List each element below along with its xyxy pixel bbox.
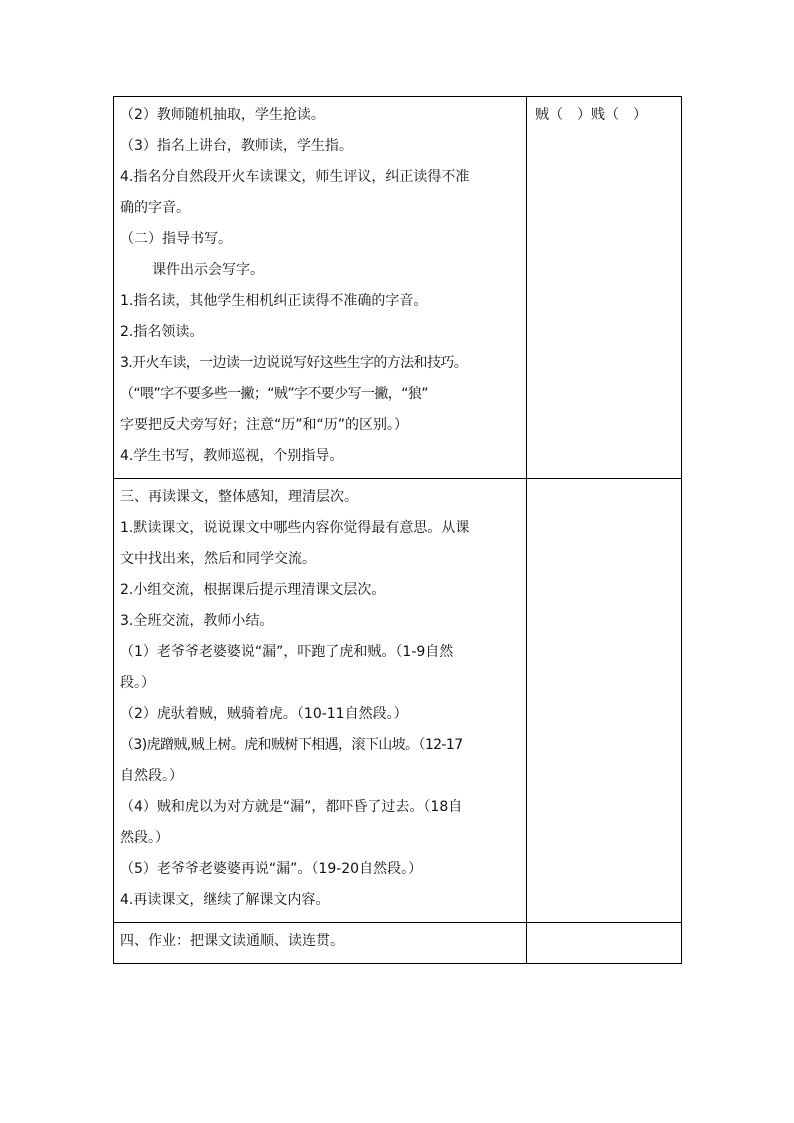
lesson-plan-table	[113, 96, 682, 964]
text-line: （2）虎驮着贼，贼骑着虎。（10-11自然段。）	[120, 706, 408, 722]
text-line: 2.指名领读。	[120, 324, 204, 340]
section-heading: 四、作业：把课文读通顺、读连贯。	[120, 933, 344, 949]
table-row	[114, 479, 682, 923]
text-line: （5）老爷爷老婆婆再说“漏”。（19-20自然段。）	[120, 861, 423, 877]
section-heading: 三、再读课文，整体感知，理清层次。	[120, 489, 358, 505]
text-line: 课件出示会写字。	[152, 262, 264, 278]
text-line: 确的字音。	[120, 200, 190, 216]
table-row	[114, 923, 682, 964]
text-line: （3）指名上讲台，教师读，学生指。	[120, 138, 353, 154]
text-line: （4）贼和虎以为对方就是“漏”，都吓昏了过去。（18自	[120, 799, 463, 815]
text-line: 4.再读课文，继续了解课文内容。	[120, 892, 330, 908]
text-line: 1.指名读，其他学生相机纠正读得不准确的字音。	[120, 293, 428, 309]
teaching-process-cell	[114, 479, 527, 923]
text-line: （2）教师随机抽取，学生抢读。	[120, 107, 325, 123]
text-line: 2.小组交流，根据课后提示理清课文层次。	[120, 582, 386, 598]
text-line: 3.开火车读，一边读一边说说写好这些生字的方法和技巧。	[120, 355, 468, 371]
section-heading: （二）指导书写。	[120, 231, 232, 247]
notes-cell	[527, 479, 682, 923]
text-line: 段。）	[120, 675, 155, 691]
text-line: （“喂”字不要多些一撇；“贼”字不要少写一撇，“狼”	[120, 386, 428, 402]
text-line: （1）老爷爷老婆婆说“漏”，吓跑了虎和贼。（1-9自然	[120, 644, 454, 660]
teaching-process-cell	[114, 97, 527, 479]
text-line: 1.默读课文，说说课文中哪些内容你觉得最有意思。从课	[120, 520, 470, 536]
text-line: 文中找出来，然后和同学交流。	[120, 551, 316, 567]
text-line: （3)虎蹭贼,贼上树。虎和贼树下相遇，滚下山坡。（12-17	[120, 737, 463, 753]
text-line: 3.全班交流，教师小结。	[120, 613, 274, 629]
text-line: 4.指名分自然段开火车读课文，师生评议，纠正读得不准	[120, 169, 470, 185]
text-line: 然段。）	[120, 830, 169, 846]
text-line: 字要把反犬旁写好；注意“历”和“历”的区别。）	[120, 417, 409, 433]
text-line: 4.学生书写，教师巡视，个别指导。	[120, 448, 344, 464]
table-row	[114, 97, 682, 479]
teaching-process-cell	[114, 923, 527, 964]
notes-cell	[527, 97, 682, 479]
text-line: 自然段。）	[120, 768, 183, 784]
notes-cell	[527, 923, 682, 964]
note-text: 贼（ ）贱（ ）	[535, 107, 647, 123]
